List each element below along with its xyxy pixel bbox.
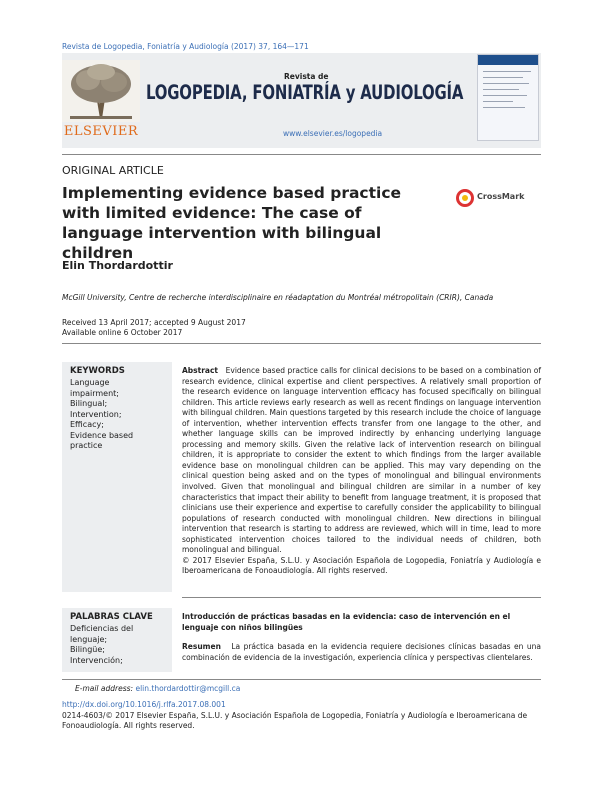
palabra-item: lenguaje; (70, 634, 108, 644)
footnote-divider (62, 679, 541, 680)
crossmark-icon (456, 189, 474, 207)
email-label: E-mail address: (75, 684, 134, 693)
doi-link[interactable]: http://dx.doi.org/10.1016/j.rlfa.2017.08.001 (62, 700, 226, 709)
abstract-text: Evidence based practice calls for clinical decisions to be based on a combination of research evidence, clinical expertise and client perspectives. A relatively small proportion of the research evidence on language intervention efficacy has focused specifically on bilingual children. This article reviews early research as well as recent findings on language intervention with bilingual children. Main questions targeted by this research include the choice of language of intervention, whether intervention effects transfer from one langage to the other, and whether language skills can be improved indirectly by enhancing underlying language processing and memory skills. Given the relative lack of intervention research on bilingual children, it is appropriate to consider the extent to which findings from the larger available evidence base on monolingual children can be applied. This may vary depending on the clinical question being asked and on the types of monolingual and bilingual environments involved. Given that monolingual and bilingual children are similar in a number of key characteristics that impact their ability to benefit from language treatment, it is proposed that clinicians use their experience and expertise to carefully consider the applicability to bilingual populations of research conducted with monolingual children. New directions in bilingual intervention that research is starting to address are reviewed, which will in time, lead to more sophisticated intervention choices tailored to the individual needs of children, both monolingual and bilingual. (182, 366, 541, 555)
keywords-heading: KEYWORDS (70, 366, 125, 376)
resumen (182, 642, 541, 663)
resumen-text: La práctica basada en la evidencia requiere decisiones clínicas basadas en una combinación de evidencia de la investigación, experiencia clínica y perspectivas clientelares. (182, 642, 541, 662)
metadata-divider (62, 343, 541, 344)
journal-url-link[interactable]: www.elsevier.es/logopedia (283, 129, 383, 138)
abstract-copyright: © 2017 Elsevier España, S.L.U. y Asociación Española de Logopedia, Foniatría y Audiología e Iberoamericana de Fonoaudiología. All rights reserved. (182, 555, 541, 576)
palabras-clave-list (70, 624, 170, 666)
email-link[interactable]: elin.thordardottir@mcgill.ca (135, 684, 241, 693)
journal-cover-thumbnail (477, 54, 539, 141)
spanish-title: Introducción de prácticas basadas en la evidencia: caso de intervención en el lenguaje con niños bilingües (182, 612, 511, 632)
abstract (182, 366, 541, 577)
keyword-item: Efficacy; (70, 420, 104, 429)
palabras-clave-heading: PALABRAS CLAVE (70, 612, 153, 622)
palabra-item: Bilingüe; (70, 645, 105, 654)
abstract-label: Abstract (182, 366, 219, 375)
received-date: Received 13 April 2017; accepted 9 August 2017 (62, 318, 246, 327)
palabra-item: Intervención; (70, 655, 123, 665)
article-dates (62, 318, 246, 338)
keyword-item: Evidence based (70, 430, 134, 440)
keyword-item: impairment; (70, 388, 119, 398)
journal-title: LOGOPEDIA, FONIATRÍA y AUDIOLOGÍA (146, 81, 464, 104)
keywords-list (70, 378, 170, 452)
journal-subtitle: Revista de (284, 72, 329, 81)
palabra-item: Deficiencias del (70, 624, 134, 633)
author-affiliation: McGill University, Centre de recherche interdisciplinaire en réadaptation du Montréal métropolitain (CRIR), Canada (62, 293, 494, 302)
available-date: Available online 6 October 2017 (62, 328, 183, 337)
article-title: Implementing evidence based practice with limited evidence: The case of language intervention with bilingual children (62, 184, 402, 262)
abstract-divider (182, 597, 541, 598)
journal-citation[interactable]: Revista de Logopedia, Foniatría y Audiología (2017) 37, 164—171 (62, 42, 309, 51)
footer (62, 700, 552, 732)
article-type: ORIGINAL ARTICLE (62, 164, 164, 177)
footer-copyright: 0214-4603/© 2017 Elsevier España, S.L.U. y Asociación Española de Logopedia, Foniatría y Audiología e Iberoamericana de Fonoaudiología. All rights reserved. (62, 710, 528, 730)
keyword-item: practice (70, 441, 103, 450)
crossmark-label: CrossMark (477, 192, 525, 201)
elsevier-wordmark: ELSEVIER (63, 124, 139, 139)
keyword-item: Bilingual; (70, 399, 108, 408)
keyword-item: Intervention; (70, 409, 122, 419)
resumen-label: Resumen (182, 642, 221, 651)
author-email (75, 684, 240, 693)
author-name: Elin Thordardottir (62, 259, 173, 272)
keyword-item: Language (70, 378, 110, 387)
header-divider (62, 154, 541, 155)
crossmark-badge[interactable] (456, 188, 536, 210)
